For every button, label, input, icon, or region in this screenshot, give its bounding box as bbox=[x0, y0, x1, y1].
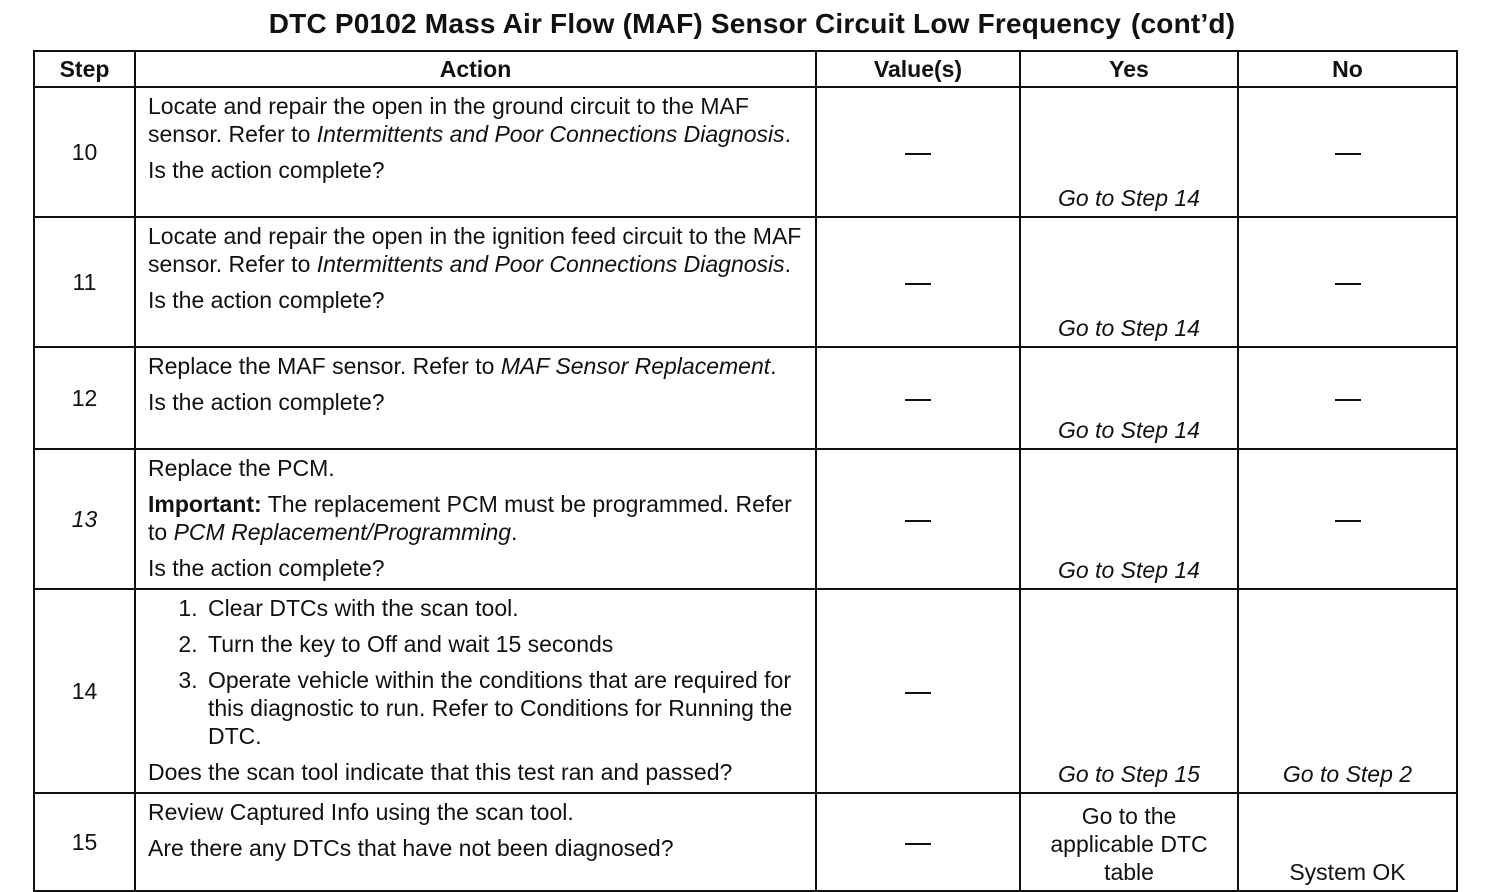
yes-cell bbox=[1020, 449, 1238, 589]
yes-cell bbox=[1020, 347, 1238, 449]
step-number: 12 bbox=[34, 347, 135, 449]
yes-result: Go to Step 14 bbox=[1058, 315, 1200, 341]
table-header-row bbox=[34, 51, 1457, 87]
title-text: DTC P0102 Mass Air Flow (MAF) Sensor Circuit Low Frequency bbox=[268, 8, 1122, 39]
action-cell bbox=[135, 589, 816, 793]
no-dash bbox=[1335, 399, 1361, 401]
table-row-step-12 bbox=[34, 347, 1457, 449]
no-result: System OK bbox=[1289, 859, 1406, 885]
no-cell bbox=[1238, 793, 1457, 891]
diagnostic-table bbox=[33, 50, 1458, 892]
important-note: Important: The replacement PCM must be programmed. Refer to PCM Replacement/Programming. bbox=[148, 491, 792, 545]
header-step: Step bbox=[34, 51, 135, 87]
action-cell bbox=[135, 217, 816, 347]
action-text: Replace the PCM. bbox=[148, 455, 335, 481]
table-row-step-14 bbox=[34, 589, 1457, 793]
important-label: Important: bbox=[148, 491, 262, 517]
title-suffix: (cont’d) bbox=[1131, 8, 1236, 39]
reference-link: Intermittents and Poor Connections Diagnosis bbox=[316, 121, 785, 147]
procedure-list bbox=[148, 594, 803, 750]
yes-result: Go to Step 15 bbox=[1058, 761, 1200, 787]
step-number: 14 bbox=[34, 589, 135, 793]
reference-link: MAF Sensor Replacement bbox=[500, 353, 771, 379]
header-no: No bbox=[1238, 51, 1457, 87]
action-text: Review Captured Info using the scan tool. bbox=[148, 799, 574, 825]
value-cell bbox=[816, 217, 1020, 347]
header-action: Action bbox=[135, 51, 816, 87]
value-dash bbox=[905, 153, 931, 155]
action-cell bbox=[135, 793, 816, 891]
action-text: Replace the MAF sensor. Refer to MAF Sensor Replacement. bbox=[148, 353, 777, 379]
no-cell bbox=[1238, 449, 1457, 589]
table-row-step-15 bbox=[34, 793, 1457, 891]
value-cell bbox=[816, 449, 1020, 589]
value-dash bbox=[905, 399, 931, 401]
no-cell bbox=[1238, 589, 1457, 793]
no-dash bbox=[1335, 153, 1361, 155]
yes-result: Go to Step 14 bbox=[1058, 417, 1200, 443]
yes-result: Go to Step 14 bbox=[1058, 557, 1200, 583]
page-title bbox=[0, 8, 1504, 40]
action-text: Locate and repair the open in the ignition feed circuit to the MAF sensor. Refer to Intermittents and Poor Connections Diagnosis. bbox=[148, 223, 802, 277]
action-question: Is the action complete? bbox=[148, 555, 385, 581]
action-text: Locate and repair the open in the ground circuit to the MAF sensor. Refer to Intermittents and Poor Connections Diagnosis. bbox=[148, 93, 792, 147]
table-row-step-10 bbox=[34, 87, 1457, 217]
action-cell bbox=[135, 87, 816, 217]
yes-cell bbox=[1020, 217, 1238, 347]
yes-result: Go to Step 14 bbox=[1058, 185, 1200, 211]
no-cell bbox=[1238, 347, 1457, 449]
step-number: 13 bbox=[34, 449, 135, 589]
value-cell bbox=[816, 589, 1020, 793]
list-item: 3. Operate vehicle within the conditions that are required for this diagnostic to run. Refer to Conditions for Running the DTC. bbox=[204, 666, 803, 750]
value-dash bbox=[905, 843, 931, 845]
value-dash bbox=[905, 283, 931, 285]
no-dash bbox=[1335, 520, 1361, 522]
step-number: 15 bbox=[34, 793, 135, 891]
yes-cell bbox=[1020, 87, 1238, 217]
no-result: Go to Step 2 bbox=[1282, 761, 1413, 787]
no-cell bbox=[1238, 217, 1457, 347]
step-number: 11 bbox=[34, 217, 135, 347]
action-question: Is the action complete? bbox=[148, 157, 385, 183]
reference-link: PCM Replacement/Programming bbox=[173, 519, 512, 545]
yes-cell bbox=[1020, 793, 1238, 891]
list-item: 1. Clear DTCs with the scan tool. bbox=[204, 594, 803, 622]
action-question: Is the action complete? bbox=[148, 287, 385, 313]
action-cell bbox=[135, 347, 816, 449]
list-item: 2. Turn the key to Off and wait 15 seconds bbox=[204, 630, 803, 658]
value-cell bbox=[816, 793, 1020, 891]
value-dash bbox=[905, 692, 931, 694]
value-cell bbox=[816, 87, 1020, 217]
table-row-step-11 bbox=[34, 217, 1457, 347]
no-cell bbox=[1238, 87, 1457, 217]
no-dash bbox=[1335, 283, 1361, 285]
action-question: Is the action complete? bbox=[148, 389, 385, 415]
yes-result: Go to the applicable DTC table bbox=[1050, 803, 1208, 885]
action-cell bbox=[135, 449, 816, 589]
step-number: 10 bbox=[34, 87, 135, 217]
header-yes: Yes bbox=[1020, 51, 1238, 87]
yes-cell bbox=[1020, 589, 1238, 793]
reference-link: Intermittents and Poor Connections Diagnosis bbox=[316, 251, 785, 277]
header-values: Value(s) bbox=[816, 51, 1020, 87]
value-dash bbox=[905, 520, 931, 522]
table-row-step-13 bbox=[34, 449, 1457, 589]
action-question: Are there any DTCs that have not been diagnosed? bbox=[148, 835, 674, 861]
action-question: Does the scan tool indicate that this test ran and passed? bbox=[148, 759, 733, 785]
value-cell bbox=[816, 347, 1020, 449]
